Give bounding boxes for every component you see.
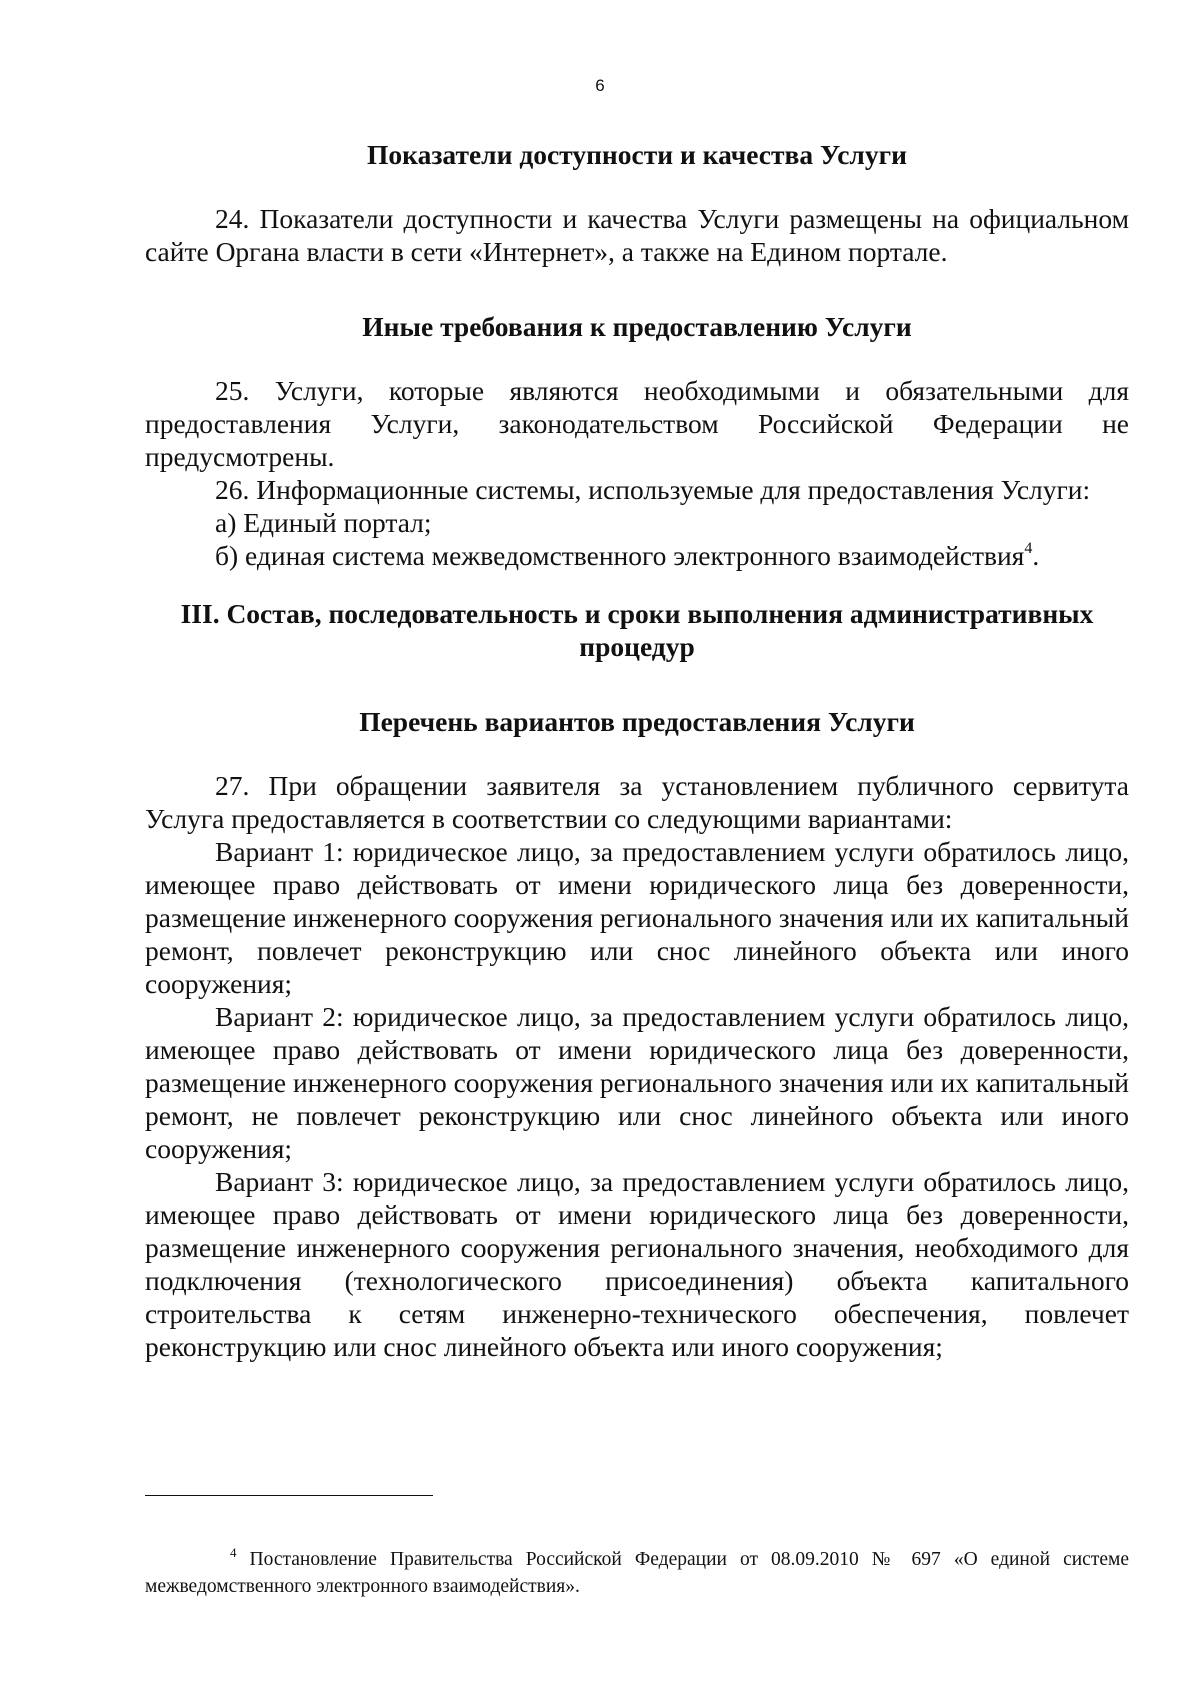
variant-3: Вариант 3: юридическое лицо, за предоставлением услуги обратилось лицо, имеющее право действовать от имени юридического лица без доверенности, размещение инженерного сооружения регионального значения, необходимого для подключения (технологического присоединения) объекта капитального строительства к сетям инженерно-технического обеспечения, повлечет реконструкцию или снос линейного объекта или иного сооружения; (145, 1166, 1129, 1362)
section-heading-iii-line1: III. Состав, последовательность и сроки выполнения административных (180, 598, 1094, 629)
footnote-reference: 4 (1024, 540, 1033, 557)
list-item-b-text: б) единая система межведомственного электронного взаимодействия (215, 540, 1025, 571)
list-item-a: а) Единый портал; (215, 507, 432, 538)
footnote (145, 1546, 1129, 1600)
section-heading-iii (145, 597, 1129, 663)
list-item-b-end: . (1032, 540, 1040, 571)
list-item-b (145, 539, 1129, 572)
paragraph-26: 26. Информационные системы, используемые для предоставления Услуги: (215, 474, 1091, 505)
paragraph-25: 25. Услуги, которые являются необходимыми и обязательными для предоставления Услуги, законодательством Российской Федерации не предусмотрены. (145, 375, 1129, 472)
variant-2: Вариант 2: юридическое лицо, за предоставлением услуги обратилось лицо, имеющее право действовать от имени юридического лица без доверенности, размещение инженерного сооружения регионального значения или их капитальный ремонт, не повлечет реконструкцию или снос линейного объекта или иного сооружения; (145, 1001, 1129, 1164)
section-heading-iii-line2: процедур (579, 631, 695, 662)
heading-variants-list: Перечень вариантов предоставления Услуги (359, 706, 915, 737)
document-body (145, 138, 1129, 1363)
heading-other-requirements: Иные требования к предоставлению Услуги (362, 311, 912, 342)
variant-1: Вариант 1: юридическое лицо, за предоставлением услуги обратилось лицо, имеющее право действовать от имени юридического лица без доверенности, размещение инженерного сооружения регионального значения или их капитальный ремонт, повлечет реконструкцию или снос линейного объекта или иного сооружения; (145, 836, 1129, 999)
paragraph-27: 27. При обращении заявителя за установлением публичного сервитута Услуга предоставляется в соответствии со следующими вариантами: (145, 770, 1129, 834)
heading-availability-quality: Показатели доступности и качества Услуги (367, 139, 907, 170)
page-number: 6 (595, 76, 605, 95)
footnote-text: Постановление Правительства Российской Федерации от 08.09.2010 № 697 «О единой системе межведомственного электронного взаимодействия». (145, 1549, 1129, 1597)
paragraph-24: 24. Показатели доступности и качества Услуги размещены на официальном сайте Органа власти в сети «Интернет», а также на Едином портале. (145, 203, 1129, 267)
footnote-separator (145, 1495, 433, 1496)
footnote-marker: 4 (230, 1545, 237, 1560)
